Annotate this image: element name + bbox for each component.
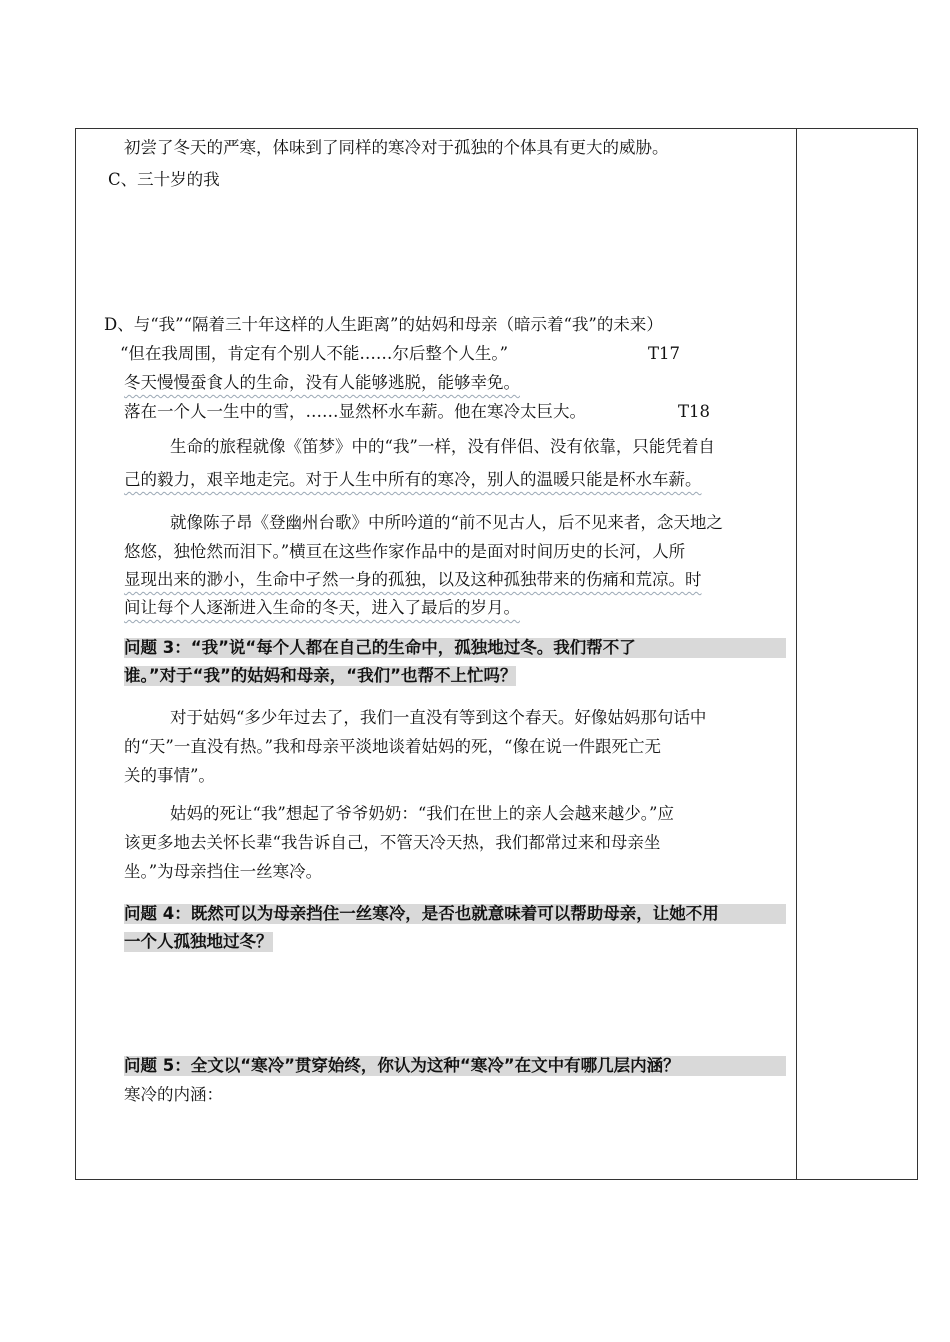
text-line: 间让每个人逐渐进入生命的冬天，进入了最后的岁月。	[124, 598, 520, 617]
text-line: 落在一个人一生中的雪，……显然杯水车薪。他在寒冷太巨大。	[124, 402, 586, 421]
question-heading: 问题 4：既然可以为母亲挡住一丝寒冷，是否也就意味着可以帮助母亲，让她不用	[124, 904, 786, 924]
text-line: 的“天”一直没有热。”我和母亲平淡地谈着姑妈的死，“像在说一件跟死亡无	[124, 737, 661, 756]
text-line: 姑妈的死让“我”想起了爷爷奶奶：“我们在世上的亲人会越来越少。”应	[170, 804, 674, 823]
text-line: 己的毅力，艰辛地走完。对于人生中所有的寒冷，别人的温暖只能是杯水车薪。	[124, 470, 702, 489]
text-line: “但在我周围，肯定有个别人不能……尔后整个人生。”	[120, 344, 509, 363]
text-line: 该更多地去关怀长辈“我告诉自己，不管天冷天热，我们都常过来和母亲坐	[124, 833, 661, 852]
question-heading: 一个人孤独地过冬？	[124, 932, 273, 951]
text-line: 就像陈子昂《登幽州台歌》中所吟道的“前不见古人，后不见来者，念天地之	[170, 513, 723, 532]
text-line: 坐。”为母亲挡住一丝寒冷。	[124, 862, 323, 881]
text-line: 寒冷的内涵：	[124, 1085, 223, 1104]
text-line: 显现出来的渺小，生命中孑然一身的孤独，以及这种孤独带来的伤痛和荒凉。时	[124, 570, 702, 589]
tag-label: T17	[648, 344, 681, 363]
question-heading: 谁。”对于“我”的姑妈和母亲，“我们”也帮不上忙吗？	[124, 666, 517, 685]
text-line: D、与“我”“隔着三十年这样的人生距离”的姑妈和母亲（暗示着“我”的未来）	[104, 315, 663, 334]
text-line: 生命的旅程就像《笛梦》中的“我”一样，没有伴侣、没有依靠，只能凭着自	[170, 437, 715, 456]
tag-label: T18	[678, 402, 711, 421]
text-line: C、三十岁的我	[108, 170, 220, 189]
question-heading: 问题 3：“我”说“每个人都在自己的生命中，孤独地过冬。我们帮不了	[124, 638, 786, 658]
text-line: 对于姑妈“多少年过去了，我们一直没有等到这个春天。好像姑妈那句话中	[170, 708, 707, 727]
question-heading: 问题 5：全文以“寒冷”贯穿始终，你认为这种“寒冷”在文中有哪几层内涵？	[124, 1056, 786, 1076]
column-divider	[796, 128, 797, 1180]
text-line: 关的事情”。	[124, 766, 215, 785]
text-line: 悠悠，独怆然而泪下。”横亘在这些作家作品中的是面对时间历史的长河，人所	[124, 542, 686, 561]
text-line: 冬天慢慢蚕食人的生命，没有人能够逃脱，能够幸免。	[124, 373, 520, 392]
text-line: 初尝了冬天的严寒，体味到了同样的寒冷对于孤独的个体具有更大的威胁。	[124, 138, 669, 157]
